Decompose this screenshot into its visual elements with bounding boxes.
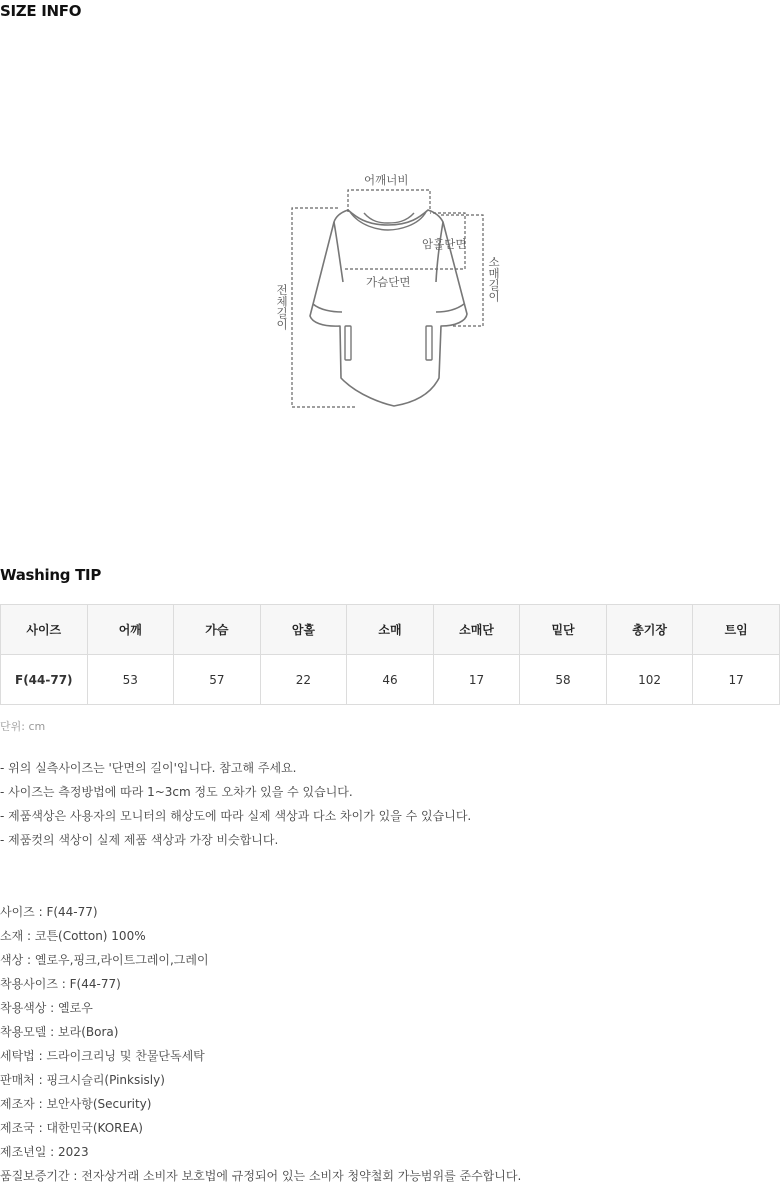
armhole-label: 암홀단면: [422, 237, 467, 251]
spec-item: 사이즈 : F(44-77): [0, 905, 98, 919]
svg-text:소매길이: 소매길이: [487, 256, 501, 302]
table-header-cell: 밑단: [520, 605, 607, 655]
table-header-cell: 암홀: [260, 605, 347, 655]
table-cell: 17: [433, 655, 520, 705]
table-cell: 46: [347, 655, 434, 705]
spec-item: 품질보증기간 : 전자상거래 소비자 보호법에 규정되어 있는 소비자 청약철회 가능범위를 준수합니다.: [0, 1169, 522, 1183]
garment-size-diagram: [0, 0, 780, 560]
spec-item: 제조국 : 대한민국(KOREA): [0, 1121, 143, 1135]
table-header-cell: 사이즈: [1, 605, 88, 655]
table-header-cell: 트임: [693, 605, 780, 655]
washing-tip-title: Washing TIP: [0, 566, 102, 584]
spec-item: 제조년일 : 2023: [0, 1145, 89, 1159]
table-cell: 22: [260, 655, 347, 705]
spec-item: 세탁법 : 드라이크리닝 및 찬물단독세탁: [0, 1049, 205, 1063]
table-header-row: [1, 605, 780, 655]
table-row: [1, 655, 780, 705]
table-cell: 57: [174, 655, 261, 705]
table-cell: 58: [520, 655, 607, 705]
total-length-label: [275, 283, 289, 331]
size-info-title: SIZE INFO: [0, 2, 82, 20]
table-cell: 17: [693, 655, 780, 705]
size-table: [0, 604, 780, 705]
size-notes: [0, 756, 471, 852]
spec-item: 착용색상 : 옐로우: [0, 1001, 93, 1015]
spec-item: 착용모델 : 보라(Bora): [0, 1025, 119, 1039]
table-cell: 102: [606, 655, 693, 705]
shoulder-width-label: 어깨너비: [364, 173, 409, 187]
unit-note: 단위: cm: [0, 720, 46, 733]
svg-text:전체길이: 전체길이: [275, 284, 289, 330]
table-cell: F(44-77): [1, 655, 88, 705]
sleeve-length-label: [487, 256, 501, 303]
table-header-cell: 가슴: [174, 605, 261, 655]
note-item: - 제품색상은 사용자의 모니터의 해상도에 따라 실제 색상과 다소 차이가 있을 수 있습니다.: [0, 809, 472, 823]
spec-item: 제조자 : 보안사항(Security): [0, 1097, 152, 1111]
table-cell: 53: [87, 655, 174, 705]
spec-item: 색상 : 옐로우,핑크,라이트그레이,그레이: [0, 953, 209, 967]
note-item: - 위의 실측사이즈는 '단면의 길이'입니다. 참고해 주세요.: [0, 761, 297, 775]
spec-item: 착용사이즈 : F(44-77): [0, 977, 121, 991]
product-specs: [0, 900, 521, 1188]
note-item: - 사이즈는 측정방법에 따라 1~3cm 정도 오차가 있을 수 있습니다.: [0, 785, 353, 799]
spec-item: 소재 : 코튼(Cotton) 100%: [0, 929, 146, 943]
table-header-cell: 소매단: [433, 605, 520, 655]
note-item: - 제품컷의 색상이 실제 제품 색상과 가장 비슷합니다.: [0, 833, 279, 847]
spec-item: 판매처 : 핑크시슬리(Pinksisly): [0, 1073, 165, 1087]
table-header-cell: 어깨: [87, 605, 174, 655]
chest-width-label: 가슴단면: [366, 275, 411, 289]
table-header-cell: 소매: [347, 605, 434, 655]
table-header-cell: 총기장: [606, 605, 693, 655]
